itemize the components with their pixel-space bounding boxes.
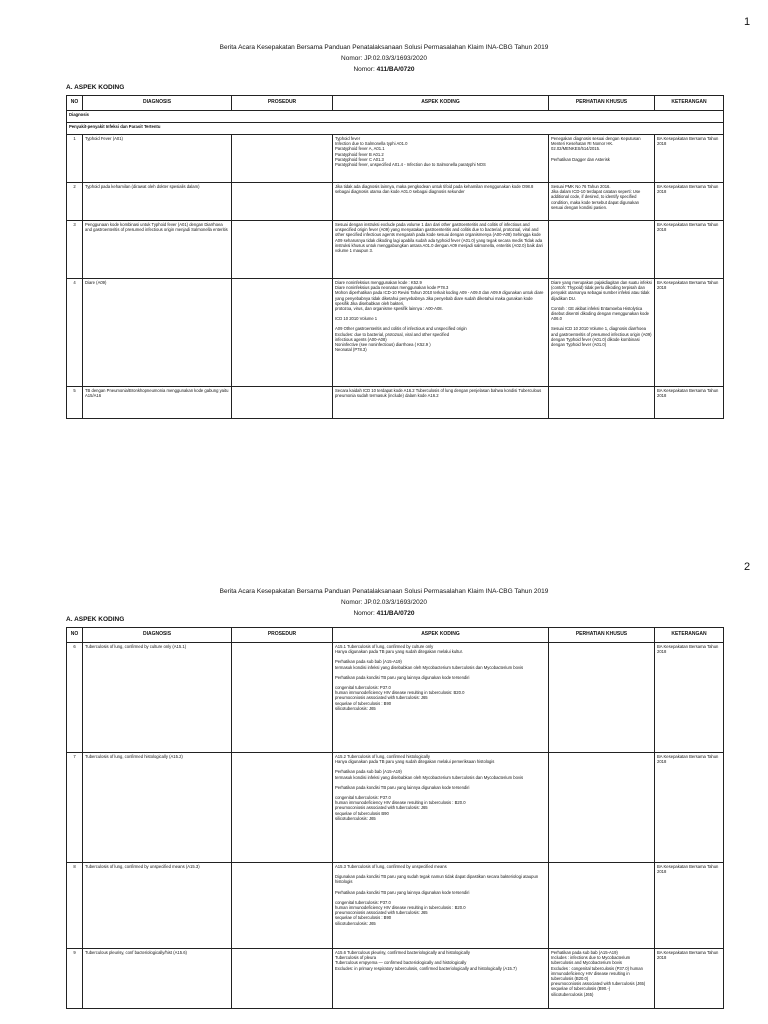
cell-line: Neonatal (P78.3): [335, 347, 367, 353]
column-header: KETERANGAN: [655, 96, 724, 111]
coding-aspect-cell: [333, 279, 549, 387]
cell-line: sequelae of tuberculosis : B90: [335, 915, 392, 921]
cell-line: Mohon diperhatikan pada ICD-10 Revisi Tahun 2010 terkait koding A09 - A09.0 dan A09.9 digunakan untuk diare yang penyebabnya tidak diketahui penyebabnya Jika penyebab diare sudah diketahui maka gunakan kode spesifik Jika disebabkan oleh bakteri,: [335, 290, 544, 306]
row-number: 8: [67, 863, 83, 949]
cell-line: Digunakan pada kondisi TB paru yang sudah tegak namun tidak dapat dipastikan secara bakteriologi ataupun histologis: [335, 874, 539, 885]
special-attention-cell: [549, 863, 655, 949]
diagnosis-cell: Tuberculosis of lung, confirmed by unspecified means (A15.3): [83, 863, 232, 949]
table-row: [67, 135, 724, 183]
special-attention-cell: [549, 753, 655, 863]
cell-line: Perhatikan pada sub bab (A15-A19): [335, 659, 402, 665]
cell-line: Diare yang merupakan pajakdiagitan dan suatu infeksi (contoh: Thypoid) tidak perlu dikoding terpisah dan penyakit utamanya sebagai sumber infeksi atau tidak dijadikan DU.: [551, 280, 652, 301]
cell-line: Excludes : congenital tuberculosis (P37.0) human immunodeficiency HIV disease resulting in tuberculosis (B20.0): [551, 965, 643, 982]
column-header: NO: [67, 628, 83, 643]
column-header: DIAGNOSIS: [83, 628, 232, 643]
table-row: [67, 279, 724, 387]
table-row: [67, 643, 724, 753]
procedure-cell: [232, 753, 333, 863]
coding-aspect-cell: [333, 753, 549, 863]
cell-line: A09 Other gastroenteritis and colitis of infectious and unspecified origin: [335, 326, 467, 332]
procedure-cell: [232, 949, 333, 1009]
special-attention-cell: [549, 183, 655, 221]
cell-line: A15.1 Tuberculosis of lung, confirmed by culture only: [335, 644, 434, 649]
table-row: [67, 863, 724, 949]
cell-line: congenital tuberculosis: P37.0: [335, 685, 391, 691]
section-title: A. ASPEK KODING: [66, 616, 125, 623]
cell-line: Perhatikan pada kondisi TB paru yang lainnya digunakan kode tersendiri: [335, 674, 470, 680]
cell-line: Tuberculosis of pleura: [335, 955, 377, 961]
coding-aspect-cell: [333, 135, 549, 183]
cell-line: Tuberculous empyema — confirmed bacteriologically and histologically: [335, 960, 467, 966]
cell-line: A15.3 Tuberculosis of lung, confirmed by unspecified means: [335, 864, 447, 869]
procedure-cell: [232, 387, 333, 419]
document-header: [0, 42, 768, 75]
row-number: 1: [67, 135, 83, 183]
cell-line: Secara kaidah ICD 10 terdapat kode A16.2 Tuberculosis of lung dengan penjelasan bahwa kondisi Tuberculous pneumonia sudah termasuk (include) dalam kode A16.2: [335, 388, 542, 399]
document-number: Nomor: JP.02.03/3/1693/2020: [341, 599, 427, 606]
column-header: ASPEK KODING: [333, 96, 549, 111]
procedure-cell: [232, 183, 333, 221]
cell-line: ICD 10 2010 Volume 1: [335, 316, 378, 322]
cell-line: A15.2 Tuberculosis of lung, confirmed histologically: [335, 754, 430, 759]
table-header-row: [67, 96, 724, 111]
remarks-cell: BA Kesepakatan Bersama Tahun 2018: [655, 135, 724, 183]
column-header: NO: [67, 96, 83, 111]
row-number: 4: [67, 279, 83, 387]
table-row: [67, 183, 724, 221]
cell-line: Diare noninfeksius menggunakan kode : K52.9: [335, 280, 422, 285]
cell-line: Sesuai dengan instruksi exclude pada volume 1 dan dari other gastroenteritis and colitis of infectious and unspecified origin fever (A09) yang menyatakan gastroenteritis and colitis due to bacterial, protozoal, viral and other specified infectious agents mengarah pada kode sesuai dengan organismenya (A00-A08) Sehingga kode A09 seharusnya tidak dikoding lagi apabila sudah ada typhoid fever (A01.0) yang tegak secara medis Tidak ada instruksi khusus untuk menggabungkan antara A01.0 dengan A09 menjadi salmonella, enteritis (A02.0) baik dari volume 1 maupun 3.: [335, 222, 543, 254]
diagnosis-cell: Tuberculous pleurisy, conf bacteriologically/hist (A15.6): [83, 949, 232, 1009]
cell-line: Excludes: due to bacterial, protozoal, viral and other specified: [335, 331, 450, 337]
column-header: KETERANGAN: [655, 628, 724, 643]
cell-line: protozoa, virus, dan organisme spesifik lainnya : A00-A08.: [335, 306, 443, 312]
table-header-row: [67, 628, 724, 643]
column-header: ASPEK KODING: [333, 628, 549, 643]
table-row: [67, 221, 724, 279]
coding-aspect-cell: [333, 863, 549, 949]
row-number: 7: [67, 753, 83, 863]
cell-line: congenital tuberculosis: P37.0: [335, 899, 391, 905]
column-header: DIAGNOSIS: [83, 96, 232, 111]
cell-line: Paratyphoid fever A, A01.1: [335, 146, 385, 152]
cell-line: termasuk kondisi infeksi yang disebabkan oleh Mycobacterium tuberculosis dan Mycobacterium bovis: [335, 664, 524, 670]
band-row: [67, 111, 724, 123]
cell-line: congenital tuberculosis: P37.0: [335, 795, 391, 801]
cell-line: Hanya digunakan pada TB paru yang sudah ditegakan melalui kultur.: [335, 649, 463, 655]
row-number: 6: [67, 643, 83, 753]
cell-line: Paratyphoid fever, unspecified A01.4 - Infection due to Salmonella paratyphi NOS: [335, 162, 486, 168]
cell-line: Typhoid fever: [335, 136, 361, 141]
cell-line: termasuk kondisi infeksi yang disebabkan oleh Mycobacterium tuberculosis dan Mycobacterium bovis: [335, 774, 524, 780]
cell-line: Sesuai PMK No 76 Tahun 2016.: [551, 184, 611, 189]
cell-line: Jika tidak ada diagnosis lainnya, maka pengkodean untuk tifoid pada kehamilan menggunakan kode O98.8 sebagai diagnosis utama dan kode A01.0 sebagai diagnosis sekunder: [335, 184, 534, 195]
special-attention-cell: [549, 949, 655, 1009]
cell-line: silicotuberculosis (J65): [551, 991, 594, 997]
diagnosis-cell: Penggunaan kode kombinasi untuk Typhoid fever (A01) dengan Diarrhoea and gastroenteritis of presumed infectious origin menjadi Salmonella enteritis: [83, 221, 232, 279]
band-label: Penyakit-penyakit Infeksi dan Parasit Tertentu: [67, 123, 724, 135]
cell-line: sequelae of tuberculosis B90: [335, 810, 389, 816]
diagnosis-cell: TB dengan Pneumonia/Bronkhopneumonia menggunakan kode gabung yaitu A15/A16: [83, 387, 232, 419]
row-number: 5: [67, 387, 83, 419]
cell-line: infectious agents (A00-A08): [335, 336, 387, 342]
cell-line: Paratyphoid fever B A01.2: [335, 151, 384, 157]
page-number: 2: [744, 561, 751, 573]
cell-line: pneumoconiosis associated with tuberculosis: J65: [335, 695, 428, 701]
column-header: PROSEDUR: [232, 628, 333, 643]
cell-line: Perhatikan pada kondisi TB paru yang lainnya digunakan kode tersendiri: [335, 889, 470, 895]
cell-line: pneumoconiosis associated with tuberculosis: J65: [335, 910, 428, 916]
row-number: 2: [67, 183, 83, 221]
procedure-cell: [232, 279, 333, 387]
diagnosis-cell: Typhoid Fever (A01): [83, 135, 232, 183]
column-header: PROSEDUR: [232, 96, 333, 111]
row-number: 3: [67, 221, 83, 279]
document-title: Berita Acara Kesepakatan Bersama Panduan Penatalaksanaan Solusi Permasalahan Klaim INA-CBG Tahun 2019: [219, 44, 549, 51]
remarks-cell: BA Kesepakatan Bersama Tahun 2018: [655, 387, 724, 419]
remarks-cell: BA Kesepakatan Bersama Tahun 2018: [655, 279, 724, 387]
cell-line: human immunodeficiency HIV disease resulting in tuberculosis: B20.0: [335, 690, 465, 696]
cell-line: silicotuberculosis: J65: [335, 815, 376, 821]
cell-line: human immunodeficiency HIV disease resulting in tuberculosis : B20.0: [335, 800, 466, 806]
cell-line: silicotuberculosis: J65: [335, 920, 376, 926]
document-title: Berita Acara Kesepakatan Bersama Panduan Penatalaksanaan Solusi Permasalahan Klaim INA-CBG Tahun 2019: [219, 588, 549, 595]
cell-line: Contoh : GE akibat infeksi Entamoeba Histolytica disebut disentri dikoding dengan menggunakan kode A06.0: [551, 305, 650, 322]
ba-number: Nomor: 411/BA/0720: [353, 610, 415, 617]
cell-line: pneumoconiosis associated with tuberculosis: J65: [335, 805, 428, 811]
procedure-cell: [232, 221, 333, 279]
cell-line: Paratyphoid fever C A01.3: [335, 156, 384, 162]
cell-line: A15.6 Tuberculous pleurisy, confirmed bacteriologically and histologically: [335, 950, 470, 955]
coding-table: [66, 627, 724, 1009]
special-attention-cell: [549, 387, 655, 419]
remarks-cell: BA Kesepakatan Bersama Tahun 2018: [655, 863, 724, 949]
table-row: [67, 949, 724, 1009]
cell-line: Infection due to Salmonella typhi A01.0: [335, 141, 408, 147]
remarks-cell: BA Kesepakatan Bersama Tahun 2018: [655, 753, 724, 863]
cell-line: Perhatikan pada sub bab (A15-A19): [551, 950, 618, 955]
coding-table: [66, 95, 724, 419]
coding-aspect-cell: [333, 387, 549, 419]
special-attention-cell: [549, 221, 655, 279]
table-row: [67, 753, 724, 863]
cell-line: Diare noninfeksius pada neonatus menggunakan kode P78.3: [335, 285, 449, 291]
coding-aspect-cell: [333, 643, 549, 753]
coding-aspect-cell: [333, 221, 549, 279]
cell-line: Perhatikan Dagger dan Asterisk: [551, 156, 610, 162]
document-header: [0, 586, 768, 619]
band-row: [67, 123, 724, 135]
column-header: PERHATIAN KHUSUS: [549, 628, 655, 643]
cell-line: pneumoconiosis associated with tuberculosis (J65): [551, 981, 646, 987]
cell-line: Perhatikan pada kondisi TB paru yang lainnya digunakan kode tersendiri: [335, 784, 470, 790]
cell-line: sequelae of tuberculosis : B90: [335, 700, 392, 706]
diagnosis-cell: Typhoid pada kehamilan (dirawat oleh dokter spesialis dalam): [83, 183, 232, 221]
cell-line: silicotuberculosis: J65: [335, 705, 376, 711]
cell-line: Hanya digunakan pada TB paru yang sudah ditegakan melalui pemeriksaan histologis: [335, 759, 495, 765]
document-number: Nomor: JP.02.03/3/1693/2020: [341, 55, 427, 62]
cell-line: Perhatikan pada sub bab (A15-A19): [335, 769, 402, 775]
section-title: A. ASPEK KODING: [66, 84, 125, 91]
procedure-cell: [232, 135, 333, 183]
cell-line: Sesuai ICD 10 2010 Volume 1, diagnosis diarrhoea and gastroenteritis of presumed infectious origin (A09) dengan Typhoid fever (A01.0) dikode kombinasi dengan Typhoid fever (A01.0): [551, 326, 652, 348]
special-attention-cell: [549, 643, 655, 753]
remarks-cell: BA Kesepakatan Bersama Tahun 2018: [655, 643, 724, 753]
coding-aspect-cell: [333, 949, 549, 1009]
diagnosis-cell: Diare (A09): [83, 279, 232, 387]
special-attention-cell: [549, 135, 655, 183]
remarks-cell: BA Kesepakatan Bersama Tahun 2018: [655, 949, 724, 1009]
cell-line: human immunodeficiency HIV disease resulting in tuberculosis : B20.0: [335, 905, 466, 911]
row-number: 9: [67, 949, 83, 1009]
cell-line: Penegakan diagnosis sesuai dengan Keputusan Menteri Kesehatan RI Nomor HK. 02.02/MENKES/514/2015.: [551, 136, 641, 152]
procedure-cell: [232, 863, 333, 949]
remarks-cell: BA Kesepakatan Bersama Tahun 2018: [655, 221, 724, 279]
diagnosis-cell: Tuberculosis of lung, confirmed histologically (A15.2): [83, 753, 232, 863]
cell-line: Noninfective (see noninfectious) diarrhoea ( K52.9 ): [335, 342, 431, 348]
procedure-cell: [232, 643, 333, 753]
ba-number: Nomor: 411/BA/0720: [353, 66, 415, 73]
cell-line: Excludes: in primary respiratory tuberculosis, confirmed bacteriologically and histologically (A15.7): [335, 965, 517, 971]
cell-line: Jika dalam ICD-10 terdapat catatan seperti: Use additional code, if desired, to identify specified condition, maka kode tersebut dapat digunakan sesuai dengan kondisi pasien.: [551, 189, 641, 210]
remarks-cell: BA Kesepakatan Bersama Tahun 2018: [655, 183, 724, 221]
column-header: PERHATIAN KHUSUS: [549, 96, 655, 111]
diagnosis-cell: Tuberculosis of lung, confirmed by culture only (A15.1): [83, 643, 232, 753]
cell-line: sequelae of tuberculosis (B90.-): [551, 986, 611, 992]
band-label: Diagnosis: [67, 111, 724, 123]
cell-line: Includes : infections due to Mycobacterium tuberculosis and Mycobacterium bovis: [551, 955, 631, 966]
coding-aspect-cell: [333, 183, 549, 221]
table-row: [67, 387, 724, 419]
special-attention-cell: [549, 279, 655, 387]
page-number: 1: [744, 16, 751, 28]
